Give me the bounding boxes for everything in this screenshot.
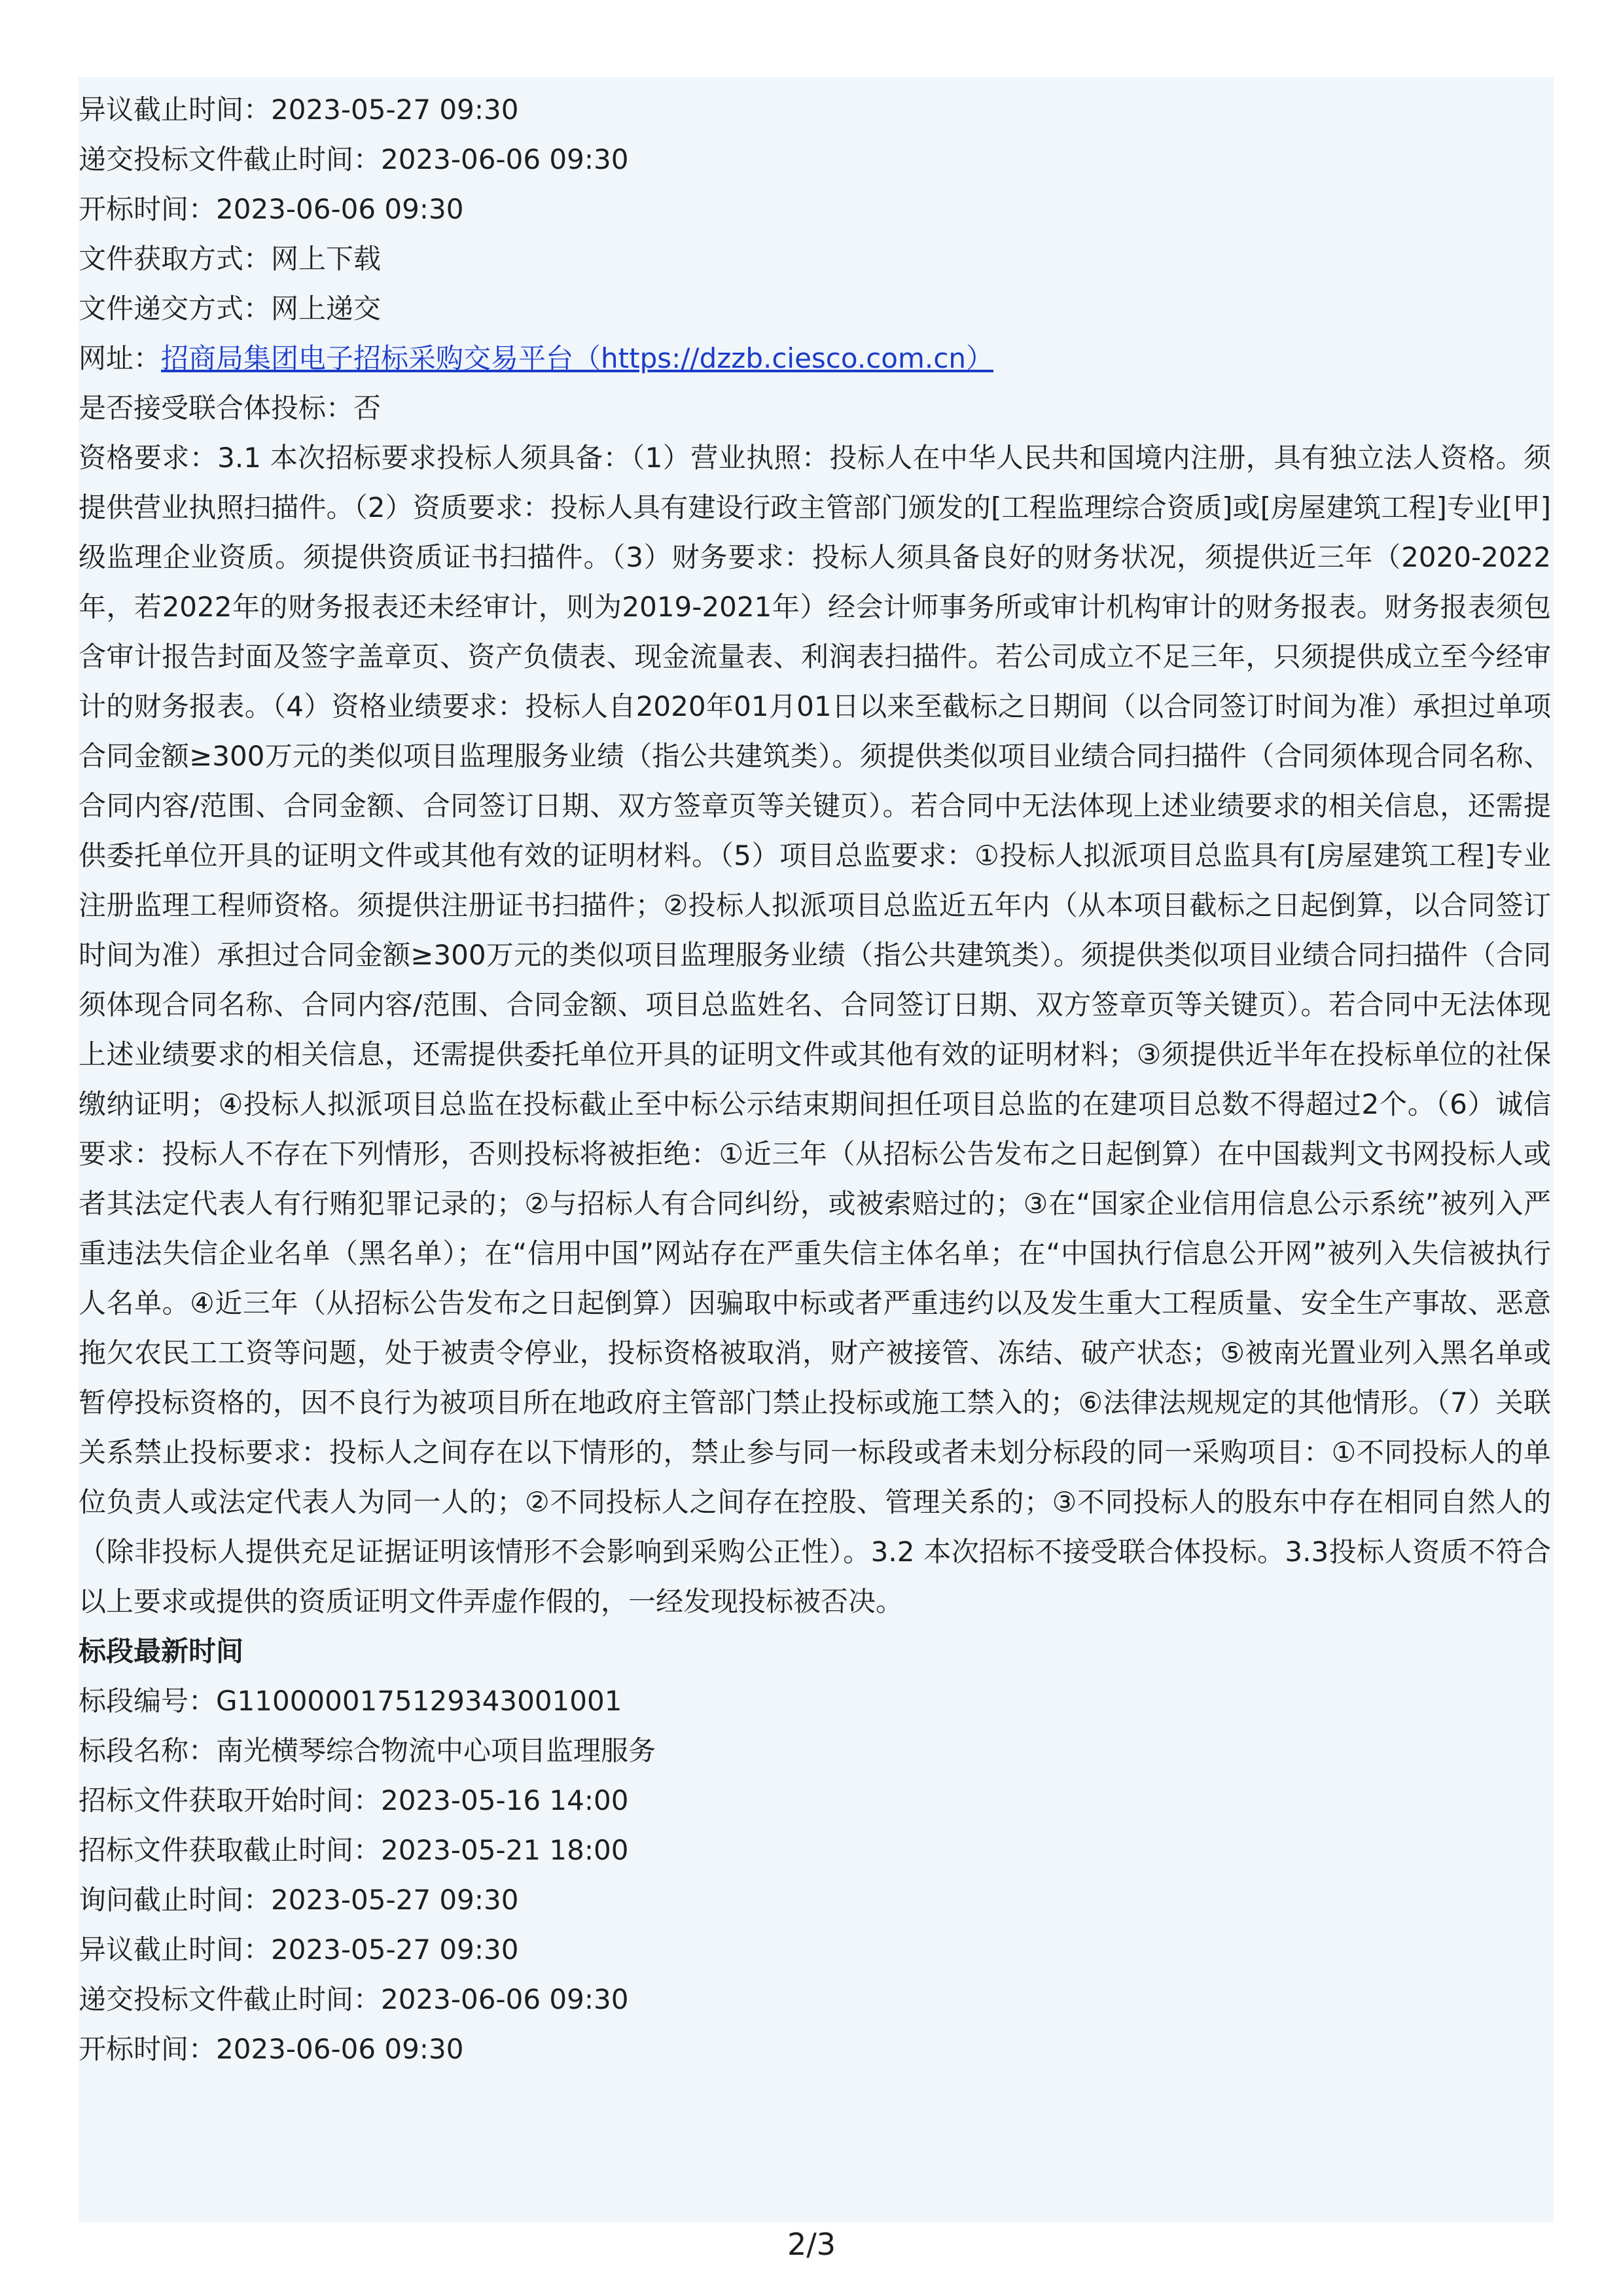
- document-acquisition-start: 招标文件获取开始时间：2023-05-16 14:00: [79, 1784, 629, 1816]
- objection-deadline: 异议截止时间：2023-05-27 09:30: [79, 94, 519, 126]
- bid-submission-deadline: 递交投标文件截止时间：2023-06-06 09:30: [79, 143, 629, 175]
- document-submission-method: 文件递交方式：网上递交: [79, 292, 382, 325]
- document-content: [79, 85, 1551, 2074]
- bid-opening-time: 开标时间：2023-06-06 09:30: [79, 193, 464, 225]
- page-number: 2/3: [787, 2227, 836, 2262]
- qualification-requirements: 资格要求：3.1 本次招标要求投标人须具备：（1）营业执照：投标人在中华人民共和国境内注册，具有独立法人资格。须提供营业执照扫描件。（2）资质要求：投标人具有建设行政主管部门颁发的[工程监理综合资质]或[房屋建筑工程]专业[甲]级监理企业资质。须提供资质证书扫描件。（3）财务要求：投标人须具备良好的财务状况，须提供近三年（2020-2022年，若2022年的财务报表还未经审计，则为2019-2021年）经会计师事务所或审计机构审计的财务报表。财务报表须包含审计报告封面及签字盖章页、资产负债表、现金流量表、利润表扫描件。若公司成立不足三年，只须提供成立至今经审计的财务报表。（4）资格业绩要求：投标人自2020年01月01日以来至截标之日期间（以合同签订时间为准）承担过单项合同金额≥300万元的类似项目监理服务业绩（指公共建筑类）。须提供类似项目业绩合同扫描件（合同须体现合同名称、合同内容/范围、合同金额、合同签订日期、双方签章页等关键页）。若合同中无法体现上述业绩要求的相关信息，还需提供委托单位开具的证明文件或其他有效的证明材料。（5）项目总监要求：①投标人拟派项目总监具有[房屋建筑工程]专业注册监理工程师资格。须提供注册证书扫描件；②投标人拟派项目总监近五年内（从本项目截标之日起倒算，以合同签订时间为准）承担过合同金额≥300万元的类似项目监理服务业绩（指公共建筑类）。须提供类似项目业绩合同扫描件（合同须体现合同名称、合同内容/范围、合同金额、项目总监姓名、合同签订日期、双方签章页等关键页）。若合同中无法体现上述业绩要求的相关信息，还需提供委托单位开具的证明文件或其他有效的证明材料；③须提供近半年在投标单位的社保缴纳证明；④投标人拟派项目总监在投标截止至中标公示结束期间担任项目总监的在建项目总数不得超过2个。（6）诚信要求：投标人不存在下列情形，否则投标将被拒绝：①近三年（从招标公告发布之日起倒算）在中国裁判文书网投标人或者其法定代表人有行贿犯罪记录的；②与招标人有合同纠纷，或被索赔过的；③在“国家企业信用信息公示系统”被列入严重违法失信企业名单（黑名单）；在“信用中国”网站存在严重失信主体名单；在“中国执行信息公开网”被列入失信被执行人名单。④近三年（从招标公告发布之日起倒算）因骗取中标或者严重违约以及发生重大工程质量、安全生产事故、恶意拖欠农民工工资等问题，处于被责令停业，投标资格被取消，财产被接管、冻结、破产状态；⑤被南光置业列入黑名单或暂停投标资格的，因不良行为被项目所在地政府主管部门禁止投标或施工禁入的；⑥法律法规规定的其他情形。（7）关联关系禁止投标要求：投标人之间存在以下情形的，禁止参与同一标段或者未划分标段的同一采购项目：①不同投标人的单位负责人或法定代表人为同一人的；②不同投标人之间存在控股、管理关系的；③不同投标人的股东中存在相同自然人的（除非投标人提供充足证据证明该情形不会影响到采购公正性）。3.2 本次招标不接受联合体投标。3.3投标人资质不符合以上要求或提供的资质证明文件弄虚作假的，一经发现投标被否决。: [79, 442, 1551, 1617]
- inquiry-deadline: 询问截止时间：2023-05-27 09:30: [79, 1884, 519, 1916]
- objection-deadline-2: 异议截止时间：2023-05-27 09:30: [79, 1934, 519, 1966]
- document-acquisition-method: 文件获取方式：网上下载: [79, 243, 382, 275]
- website-link[interactable]: 招商局集团电子招标采购交易平台（https://dzzb.ciesco.com.cn）: [161, 342, 993, 374]
- website-row: [79, 334, 1551, 383]
- section-name: 标段名称：南光横琴综合物流中心项目监理服务: [79, 1735, 656, 1767]
- document-acquisition-end: 招标文件获取截止时间：2023-05-21 18:00: [79, 1834, 629, 1866]
- bid-submission-deadline-2: 递交投标文件截止时间：2023-06-06 09:30: [79, 1983, 629, 2015]
- website-label: 网址：: [79, 342, 162, 374]
- section-number: 标段编号：G1100000175129343001001: [79, 1685, 622, 1717]
- bid-opening-time-2: 开标时间：2023-06-06 09:30: [79, 2033, 464, 2065]
- consortium-bidding: 是否接受联合体投标：否: [79, 392, 382, 424]
- section-heading: 标段最新时间: [79, 1635, 244, 1667]
